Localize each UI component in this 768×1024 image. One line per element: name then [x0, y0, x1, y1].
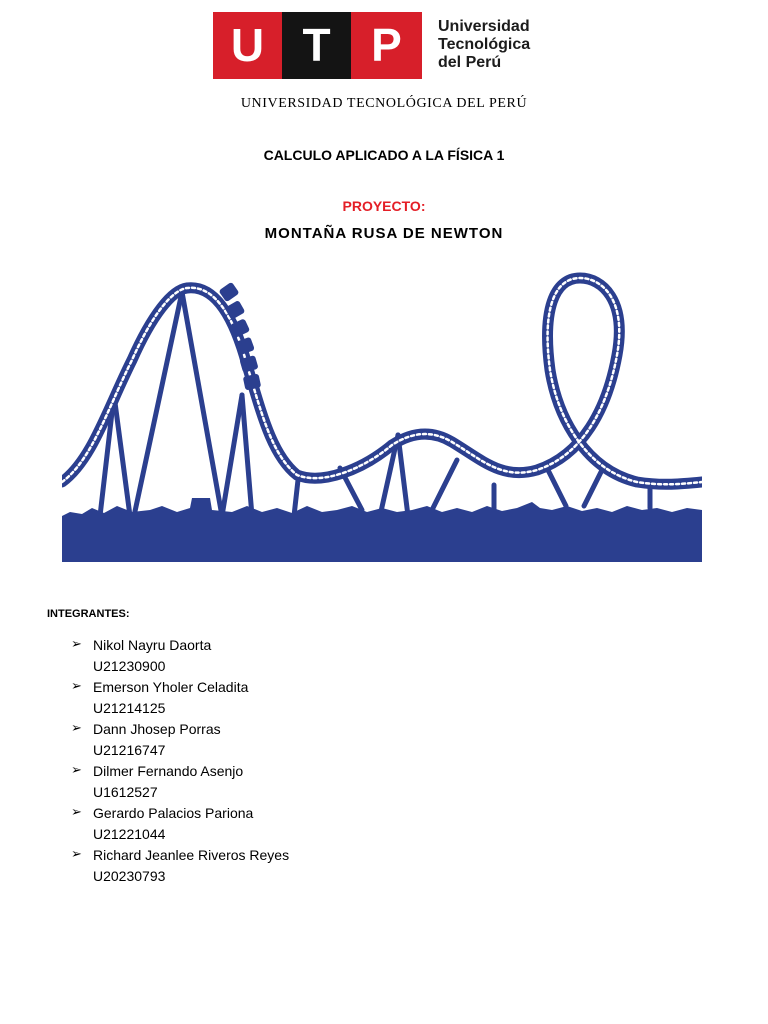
member-code: U21230900	[93, 657, 166, 674]
member-name: Emerson Yholer Celadita	[93, 679, 249, 695]
member-code: U21221044	[93, 825, 166, 842]
members-label: INTEGRANTES:	[47, 608, 130, 620]
project-label: PROYECTO:	[342, 198, 426, 214]
arrow-bullet-icon: ➢	[71, 679, 82, 694]
list-item	[71, 635, 471, 676]
member-code: U20230793	[93, 867, 166, 884]
member-name: Gerardo Palacios Pariona	[93, 805, 254, 821]
arrow-bullet-icon: ➢	[71, 721, 82, 736]
member-name: Dann Jhosep Porras	[93, 721, 221, 737]
roller-coaster-illustration	[62, 270, 702, 562]
project-title: MONTAÑA RUSA DE NEWTON	[264, 225, 504, 242]
logo-letter-t: T	[282, 12, 351, 79]
arrow-bullet-icon: ➢	[71, 847, 82, 862]
member-code: U21214125	[93, 699, 166, 716]
member-name: Dilmer Fernando Asenjo	[93, 763, 244, 779]
university-name: UNIVERSIDAD TECNOLÓGICA DEL PERÚ	[240, 96, 528, 111]
logo-letter-blocks	[213, 12, 422, 79]
arrow-bullet-icon: ➢	[71, 637, 82, 652]
list-item	[71, 761, 471, 802]
utp-logo	[213, 12, 538, 80]
member-code: U21216747	[93, 741, 166, 758]
arrow-bullet-icon: ➢	[71, 805, 82, 820]
member-code: U1612527	[93, 783, 158, 800]
list-item	[71, 803, 471, 844]
members-list	[71, 635, 471, 887]
list-item	[71, 719, 471, 760]
logo-line-1: Universidad	[438, 18, 530, 35]
list-item	[71, 845, 471, 886]
logo-letter-p: P	[351, 12, 422, 79]
course-title: CALCULO APLICADO A LA FÍSICA 1	[263, 147, 505, 163]
member-name: Richard Jeanlee Riveros Reyes	[93, 847, 290, 863]
list-item	[71, 677, 471, 718]
member-name: Nikol Nayru Daorta	[93, 637, 212, 653]
logo-line-3: del Perú	[438, 54, 502, 71]
logo-wordmark	[438, 18, 548, 72]
logo-line-2: Tecnológica	[438, 36, 531, 53]
arrow-bullet-icon: ➢	[71, 763, 82, 778]
coaster-supports	[100, 292, 650, 516]
logo-letter-u: U	[213, 12, 282, 79]
